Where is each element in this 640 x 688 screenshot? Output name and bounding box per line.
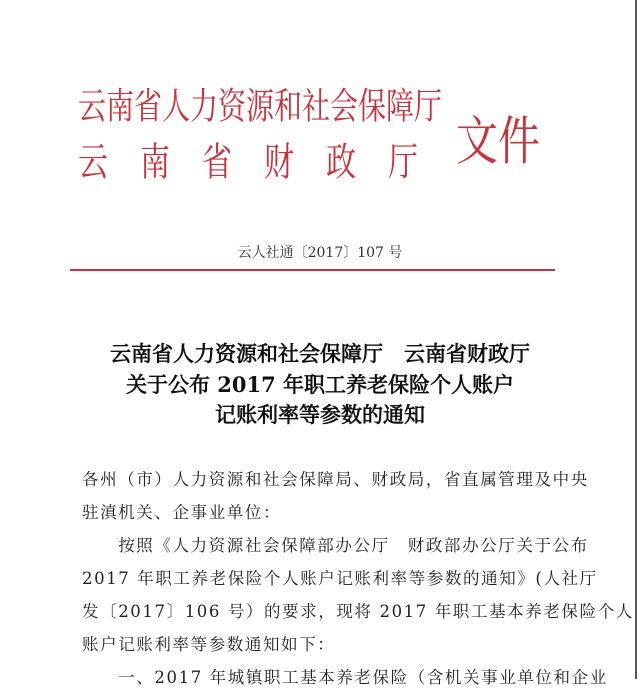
issuer-line-2 [78, 130, 418, 187]
body-line: 一、2017 年城镇职工基本养老保险（含机关事业单位和企业 [82, 668, 608, 687]
red-divider [70, 269, 555, 271]
body-line: 发〔2017〕106 号）的要求，现将 2017 年职工基本养老保险个人 [82, 602, 634, 621]
issuer-line-1: 云南省人力资源和社会保障厅 [78, 84, 443, 128]
body-line: 按照《人力资源社会保障部办公厅 财政部办公厅关于公布 [82, 536, 589, 555]
issuer-char: 财 [264, 140, 294, 186]
issuer-char: 南 [140, 140, 170, 186]
issuer-char: 省 [202, 140, 232, 186]
body-line: 账户记账利率等参数通知如下： [82, 635, 336, 654]
body-line: 各州（市）人力资源和社会保障局、财政局，省直属管理及中央 [82, 470, 589, 489]
issuer-char: 厅 [388, 140, 418, 186]
title-line-1: 云南省人力资源和社会保障厅 云南省财政厅 [110, 341, 530, 366]
doc-type-label: 文件 [456, 110, 541, 172]
title-line-2: 关于公布 2017 年职工养老保险个人账户 [125, 372, 515, 397]
body-line: 2017 年职工养老保险个人账户记账利率等参数的通知》(人社厅 [82, 569, 598, 588]
issuer-char: 云 [78, 140, 108, 186]
body-line: 驻滇机关、企事业单位： [82, 503, 282, 522]
issuer-char: 政 [326, 140, 356, 186]
title-line-3: 记账利率等参数的通知 [215, 402, 425, 427]
document-number: 云人社通〔2017〕107 号 [237, 245, 403, 261]
